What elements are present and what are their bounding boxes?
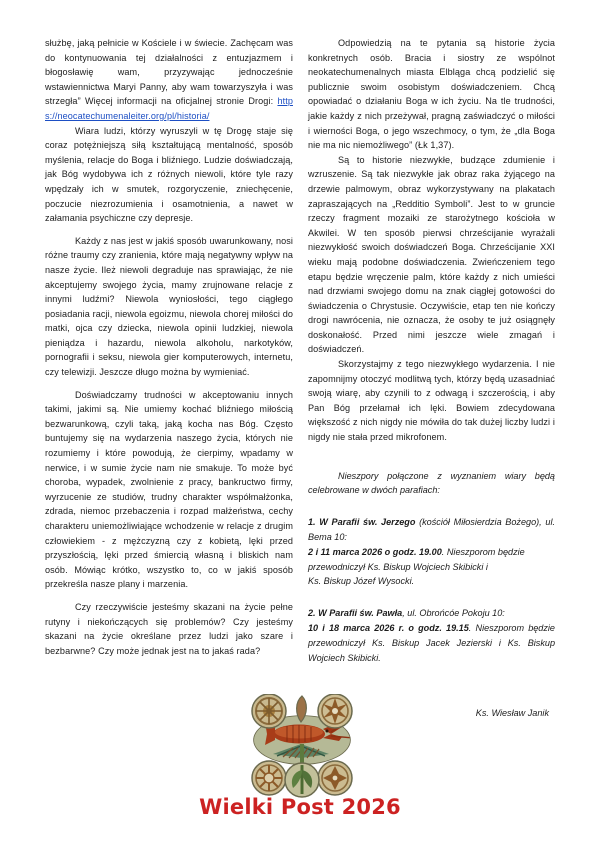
neocatechumenal-way-link[interactable]: https://neocatechumenaleiter.org/pl/historia/ [45,96,293,121]
paragraph-sluzbe [45,36,293,124]
vespers-intro: Nieszpory połączone z wyznaniem wiary będą celebrowane w dwóch parafiach: [308,470,555,496]
two-column-layout [45,36,555,721]
parish-2-schedule [308,621,555,665]
paragraph-kazdy: Każdy z nas jest w jakiś sposób uwarunkowany, nosi różne traumy czy zranienia, które mają negatywny wpływ na nasze życie. Ileż niewoli degraduje nas sprawiając, że nie akceptujemy swojego życia, mamy zrujnowane relacje z innymi ludźmi? Niewola wyniosłości, tego ciągłego posiadania racji, niewola egoizmu, niewola chorej miłości do matki, ojca czy dziecka, niewola opinii ludzkiej, niewola pieniądza i hazardu, niewola alkoholu, narkotyków, pornografii i seksu, niewola gier komputerowych, internetu, czy telewizji. Jeszcze długo można by wymieniać. [45,235,293,378]
parish-2-number: 2. [308,608,316,619]
parish-2-leader: . Nieszporom będzie przewodniczył Ks. Biskup Jacek Jezierski i Ks. Biskup Wojciech Skibicki. [308,623,555,663]
parish-2-heading [308,606,555,621]
signature-gap [308,665,555,689]
parish-2-datetime: 10 i 18 marca 2026 r. o godz. 19.15 [308,623,469,633]
section-gap [308,445,555,469]
author-signature: Ks. Wiesław Janik [475,708,549,719]
parish-1-leader: . Nieszporom będzie przewodniczył Ks. Biskup Wojciech Skibicki i [308,546,525,572]
right-text-column [308,36,555,721]
paragraph-sluzbe-text: służbę, jaką pełnicie w Kościele i w świecie. Zachęcam was do kontynuowania tej działalności z entuzjazmem i błogosławię wam, przyzywając jednocześnie wstawiennictwa Maryi Panny, aby wam towarzyszyła i was strzegła” Więcej informacji na oficjalnej stronie Drogi: [45,38,293,107]
paragraph-gap [45,380,293,388]
parish-1-detail: (kościół Miłosierdzia Bożego), ul. Bema 10: [308,517,555,543]
paragraph-gap [45,592,293,600]
paragraph-czy-rzeczywiscie: Czy rzeczywiście jesteśmy skazani na życie pełne rutyny i niekończących się problemów? Czy jesteśmy skazani na życie określane przez ludzi jako szare i bezbarwne? Czy może jednak jest na to jakaś rada? [45,601,293,656]
parish-1-name: W Parafii św. Jerzego [319,517,416,528]
left-text-column [45,36,293,658]
parish-gap [308,589,555,606]
parish-2-name: W Parafii św. Pawła [318,608,403,619]
paragraph-sa-to-historie: Są to historie niezwykłe, budzące zdumienie i wzruszenie. Są tak niezwykłe jak obraz raka żyjącego na drzewie palmowym, obraz wykorzystywany na plakatach zapraszających na „Redditio Symboli”. Jest to w gruncie rzeczy fragment mozaiki ze starożytnego kościoła w Akwilei. W ten sposób pierwsi chrześcijanie wyrażali niezwykłość swoich doświadczeń Boga. Chrześcijanie XXI wieku mają podobne doświadczenia. Zwieńczeniem tego etapu będzie wręczenie palm, które każdy z nich umieści nad drzwiami swojego domu na znak ciągłej gotowości do świadczenia o Chrystusie. Oczywiście, etap ten nie kończy drogi nawrócenia, nie oznacza, że osoby te już osiągnęły doskonałość. Przed nimi jeszcze wiele zmagań i doświadczeń. [308,154,555,355]
paragraph-wiara: Wiara ludzi, którzy wyruszyli w tę Drogę staje się coraz potężniejszą siłą kształtującą mentalność, sposób myślenia, relacje do Boga i bliźniego. Ludzie doświadczają, jak Bóg wydobywa ich z różnych niewoli, które tyle razy wpędzały ich w smutek, rozgoryczenie, zniechęcenie, poczucie niezrozumienia i osamotnienia, a nawet w załamania psychiczne czy depresje. [45,125,293,224]
paragraph-doswiadczamy: Doświadczamy trudności w akceptowaniu innych takimi, jakimi są. Nie umiemy kochać bliźniego miłością bezwarunkową, czyli taką, jaką kocha nas Bóg. Często buntujemy się na wydarzenia naszego życia, których nie rozumiemy i które powodują, że cierpimy, wpadamy w nerwice, i w sumie życie nam nie smakuje. To może być choroba, wypadek, zwolnienie z pracy, bankructwo firmy, wyrzucenie ze studiów, trudny charakter współmałżonka, zdrada, niemoc przebaczenia i rozpad małżeństwa, cechy charakteru uniemożliwiające wchodzenie w relacje z drugim człowiekiem - z mężczyzną czy z kobietą, lęki przed przyszłością, lęki przed śmiercią własną i bliskich nam osób. Mówiąc krótko, wszystko to, co w jakiś sposób przekreśla nasze plany i marzenia. [45,389,293,590]
mosaic-svg [243,694,361,798]
parish-1-heading [308,515,555,545]
parish-1-schedule [308,545,555,575]
parish-1-leader-2: Ks. Biskup Józef Wysocki. [308,576,415,587]
paragraph-skorzystajmy: Skorzystajmy z tego niezwykłego wydarzenia. I nie zapomnijmy otoczyć modlitwą tych, którzy będą uzasadniać swoją wiarę, aby czynili to z odwagą i szczerością, i aby Pan Bóg przełamał ich lęki. Bowiem zdecydowana większość z nich nigdy nie mówiła do tak dużej liczby ludzi i nigdy nie stała przed mikrofonem. [308,359,555,443]
parish-1-number: 1. [308,517,316,528]
page-title: Wielki Post 2026 [199,795,401,819]
aquileia-mosaic-image [243,694,361,798]
parish-2-detail: , ul. Obrońcóe Pokoju 10: [402,608,505,619]
paragraph-odpowiedzia: Odpowiedzią na te pytania są historie życia konkretnych osób. Bracia i siostry ze wspólnot neokatechumenalnych miasta Elbląga chcą podzielić się publicznie swoim osobistym doświadczeniem. Chcą opowiadać o działaniu Boga w ich życiu. Na tle trudności, jakie każdy z nich przeżywał, pragną zaświadczyć o miłości i wierności Boga, o jego wszechmocy, o tym, że „dla Boga nie ma nic niemożliwego” (Łk 1,37). [308,38,555,151]
section-gap [308,498,555,515]
paragraph-gap [45,226,293,234]
parish-1-datetime: 2 i 11 marca 2026 o godz. 19.00 [308,546,442,557]
